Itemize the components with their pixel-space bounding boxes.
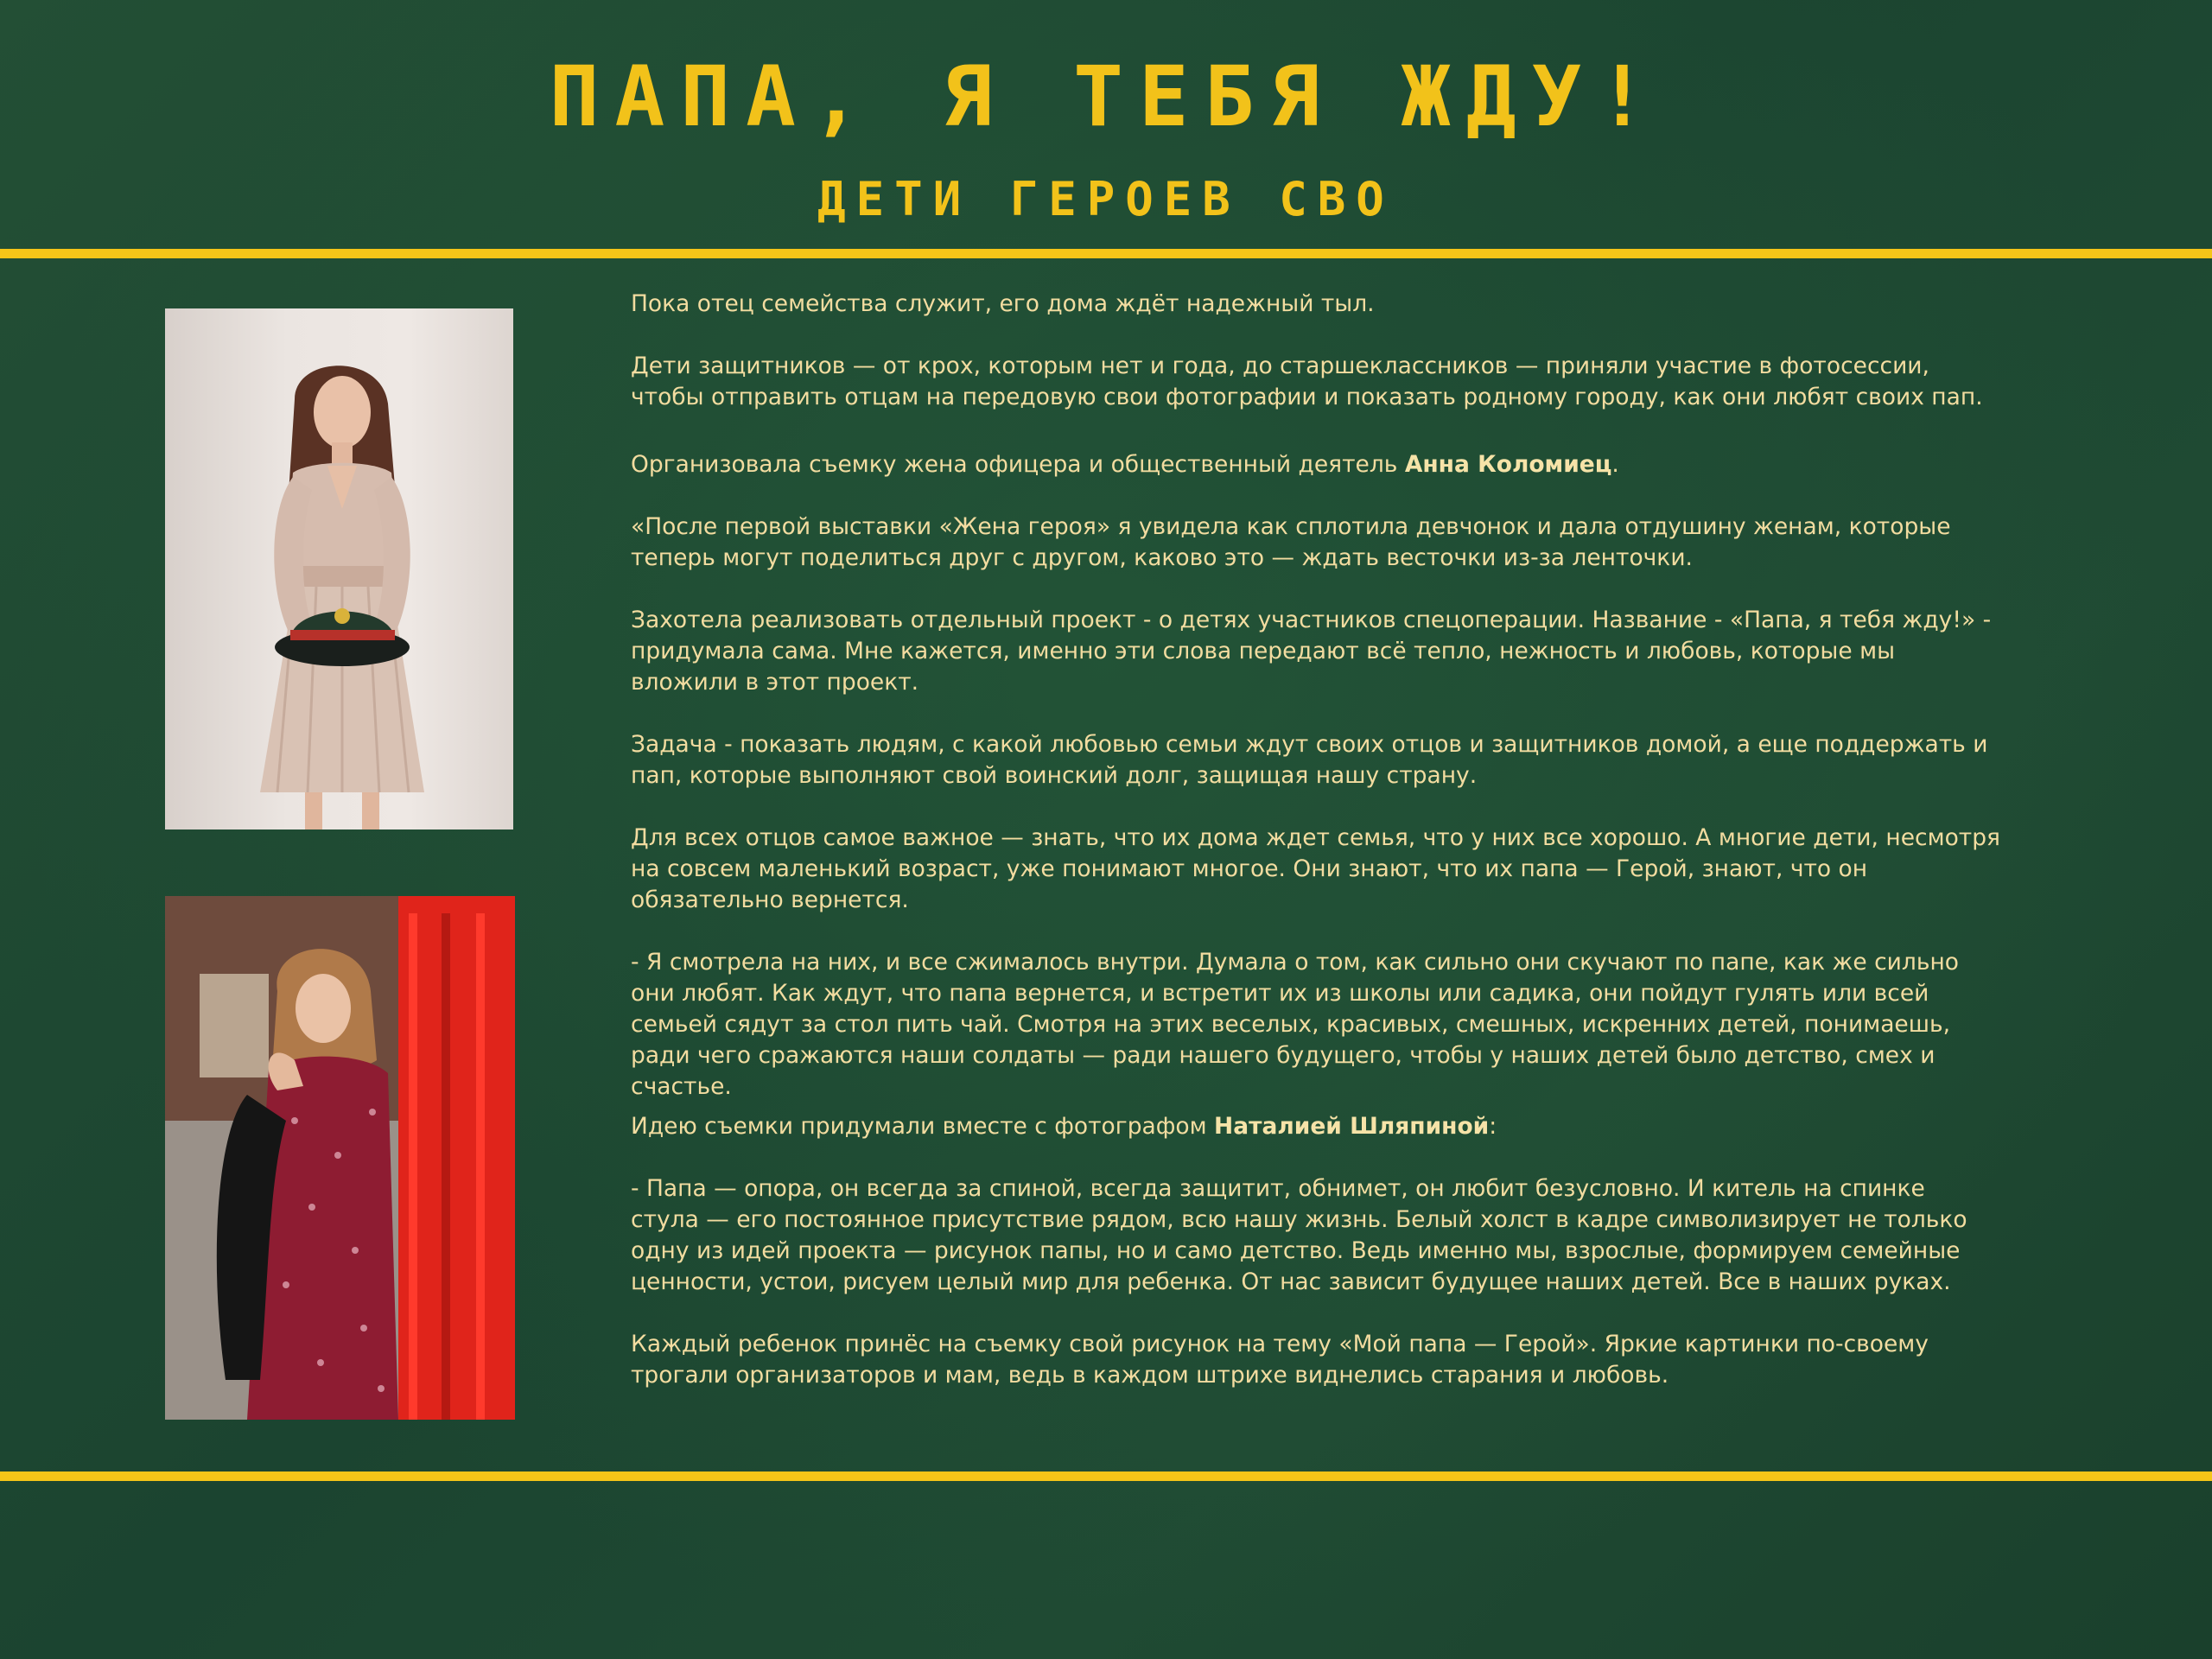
photographer-name: Наталией Шляпиной — [1214, 1113, 1490, 1140]
bottom-divider — [0, 1471, 2212, 1481]
organizer-name: Анна Коломиец — [1404, 451, 1612, 478]
paragraph-text: Идею съемки придумали вместе с фотографом — [631, 1113, 1215, 1140]
paragraph-text: Организовала съемку жена офицера и общественный деятель — [631, 451, 1405, 478]
paragraph: «После первой выставки «Жена героя» я увидела как сплотила девчонок и дала отдушину женам, которые теперь могут поделиться друг с другом, каково это — ждать весточки из-за ленточки. — [631, 513, 1951, 571]
photo-woman-red-booth-illustration — [165, 896, 515, 1420]
paragraph: Дети защитников — от крох, которым нет и года, до старшеклассников — приняли участие в фотосессии, чтобы отправить отцам на передовую свои фотографии и показать родному городу, как они любят своих пап. — [631, 353, 1983, 410]
paragraph-photographer — [631, 1111, 2100, 1142]
article-body — [631, 289, 2100, 1391]
photo-anna-kolomiets — [165, 308, 513, 830]
top-divider — [0, 249, 2212, 258]
paragraph: Задача - показать людям, с какой любовью семьи ждут своих отцов и защитников домой, а еще поддержать и пап, которые выполняют свой воинский долг, защищая нашу страну. — [631, 731, 1988, 789]
paragraph: Каждый ребенок принёс на съемку свой рисунок на тему «Мой папа — Герой». Яркие картинки по-своему трогали организаторов и мам, ведь в каждом штрихе виднелись старания и любовь. — [631, 1331, 1929, 1389]
photo-woman-with-cap-illustration — [165, 308, 513, 830]
page-title: ПАПА, Я ТЕБЯ ЖДУ! — [549, 48, 1663, 145]
paragraph: Захотела реализовать отдельный проект - о детях участников спецоперации. Название - «Папа, я тебя жду!» - придумала сама. Мне кажется, именно эти слова передают всё тепло, нежность и любовь, которые мы вложили в этот проект. — [631, 607, 1992, 696]
photo-natalia-shlyapina — [165, 896, 515, 1420]
paragraph: - Папа — опора, он всегда за спиной, всегда защитит, обнимет, он любит безусловно. И китель на спинке стула — его постоянное присутствие рядом, всю нашу жизнь. Белый холст в кадре символизирует не только одну из идей проекта — рисунок папы, но и само детство. Ведь именно мы, взрослые, формируем семейные ценности, устои, рисуем целый мир для ребенка. От нас зависит будущее наших детей. Все в наших руках. — [631, 1175, 1967, 1295]
paragraph: Для всех отцов самое важное — знать, что их дома ждет семья, что у них все хорошо. А многие дети, несмотря на совсем маленький возраст, уже понимают многое. Они знают, что их папа — Герой, знают, что он обязательно вернется. — [631, 824, 2000, 913]
paragraph: - Я смотрела на них, и все сжималось внутри. Думала о том, как сильно они скучают по папе, как же сильно они любят. Как ждут, что папа вернется, и встретит их из школы или садика, они пойдут гулять или всей семьей сядут за стол пить чай. Смотря на этих веселых, красивых, смешных, искренних детей, понимаешь, ради чего сражаются наши солдаты — ради нашего будущего, чтобы у наших детей было детство, смех и счастье. — [631, 949, 1959, 1100]
paragraph-text: . — [1611, 451, 1619, 478]
paragraph: Пока отец семейства служит, его дома ждёт надежный тыл. — [631, 290, 1375, 317]
paragraph-text: : — [1489, 1113, 1497, 1140]
paragraph-organizer — [631, 449, 2100, 480]
page-subtitle: ДЕТИ ГЕРОЕВ СВО — [817, 172, 1395, 226]
